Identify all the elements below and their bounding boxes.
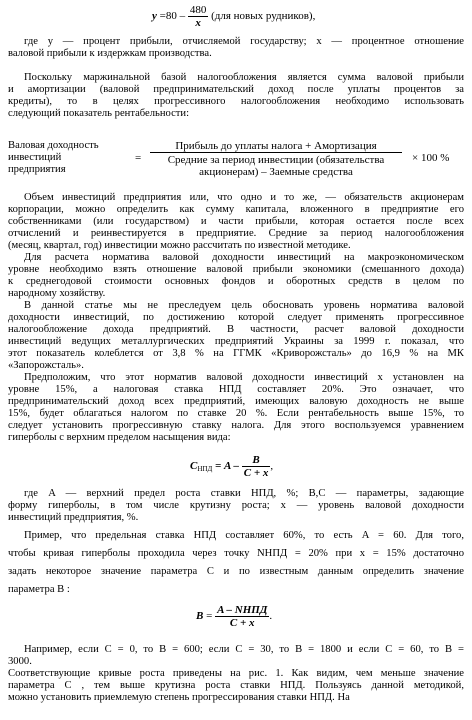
formula-multiplier: × 100 % [412, 152, 450, 164]
text-line: чтобы кривая гиперболы проходила через точку NНПД = 20% при x = 15% достаточно [8, 548, 464, 559]
text-line: народному хозяйству. [8, 288, 106, 299]
text-line: Например, если C = 0, то B = 600; если C = 30, то B = 1800 и если C = 60, то B = [24, 644, 464, 655]
text-line: уровне 15%, а налоговая ставка НПД составляет 20%. Это означает, что [8, 384, 464, 395]
text-line: Соответствующие кривые роста приведены на рис. 1. Как видим, чем меньше значение [8, 668, 464, 679]
text-line: форму гиперболы, в том числе крутизну роста; x — уровень валовой доходности [8, 500, 464, 511]
text-line: параметра C , тем выше крутизна роста ставки НПД. Пользуясь данной методикой, [8, 680, 464, 691]
text-line: задать некоторое значение параметра C и по известным данным определить значение [8, 566, 464, 577]
text-line: Предположим, что этот норматив валовой доходности инвестиций x установлен на [24, 372, 464, 383]
text-line: к среднегодовой стоимости основных фондов и оборотных средств в целом по [8, 276, 464, 287]
text-line: инвестиций предприятия, %. [8, 512, 139, 523]
text-line: где y — процент прибыли, отчисляемой государству; x — процентное отношение [24, 36, 464, 47]
text-line: этот показатель колеблется от 3,8 % на ГГМК «Криворожсталь» до 16,9 % на МК [8, 348, 464, 359]
formula-label: предприятия [8, 164, 66, 175]
text-line: отчислений и реинвестируется в предприятие. Средние за период налогообложения [8, 228, 464, 239]
text-line: и амортизации (валовой предпринимательский доход после уплаты процентов за [8, 84, 464, 95]
text-line: можно установить приемлемую степень прогрессирования ставки НПД. На [8, 692, 350, 703]
text-line: налогообложение дохода предприятий. В частности, расчет валовой доходности [8, 324, 464, 335]
text-line: предпринимательский доход всех предприятий, имеющих валовую доходность не выше [8, 396, 464, 407]
text-line: корпорации, можно определить как сумму капитала, вложенного в предприятие его [8, 204, 464, 215]
equation-parameter-b: B = $\frac{\text{A – NНПД}}{C + x}$ . [196, 604, 273, 629]
text-line: «Запорожсталь». [8, 360, 84, 371]
text-line: В данной статье мы не преследуем цель обосновать уровень норматива валовой [24, 300, 464, 311]
formula-label: Валовая доходность [8, 140, 99, 151]
formula-label: инвестиций [8, 152, 62, 163]
text-line: Пример, что предельная ставка НПД составляет 60%, то есть A = 60. Для того, [24, 530, 464, 541]
text-line: Поскольку маржинальной базой налогообложения является сумма валовой прибыли [24, 72, 464, 83]
text-line: параметра B : [8, 584, 70, 595]
text-line: уровне необходимо взять отношение валовой прибыли экономики (смешанного дохода) [8, 264, 464, 275]
text-line: валовой прибыли к издержкам производства. [8, 48, 212, 59]
equals-sign: = [135, 152, 142, 164]
text-line: 15%, будет облагаться налогом по ставке 20 %. Если рентабельность выше 15%, то [8, 408, 464, 419]
text-line: Объем инвестиций предприятия или, что одно и то же, — обязательств акционерам [24, 192, 464, 203]
text-line: Для расчета норматива валовой доходности инвестиций на макроэкономическом [24, 252, 464, 263]
text-line: собственниками (или государством) и части прибыли, которая остается после всех [8, 216, 464, 227]
text-line: где A — верхний предел роста ставки НПД, %; B,C — параметры, задающие [24, 488, 464, 499]
text-line: гиперболы с верхним пределом насыщения вида: [8, 432, 231, 443]
text-line: следующий показатель рентабельности: [8, 108, 190, 119]
text-line: следует установить прогрессивную ставку налога. Для этого воспользуемся уравнением [8, 420, 464, 431]
formula-denominator: акционерам) – Заемные средства [199, 166, 353, 178]
equation-tax-rate: $C_{НПД} = A$ – $\frac{B}{C + x}$ , [190, 454, 274, 479]
text-line: кредиты), то в целях прогрессивного налогообложения необходимо использовать [8, 96, 464, 107]
text-line: 3000. [8, 656, 32, 667]
formula-numerator: Прибыль до уплаты налога + Амортизация [150, 140, 402, 153]
text-line: доходности инвестиций, по достижению которой следует применять прогрессивное [8, 312, 464, 323]
text-line: инвестиций ведущих металлургических предприятий Украины за 1999 г. показал, что [8, 336, 464, 347]
equation-profit-share: y =80 – $\frac{480}{x}$ (для новых рудников), [152, 4, 316, 29]
formula-denominator: Средние за период инвестиции (обязательства [167, 154, 385, 166]
text-line: (месяц, квартал, год) инвестиции можно рассчитать по известной методике. [8, 240, 351, 251]
